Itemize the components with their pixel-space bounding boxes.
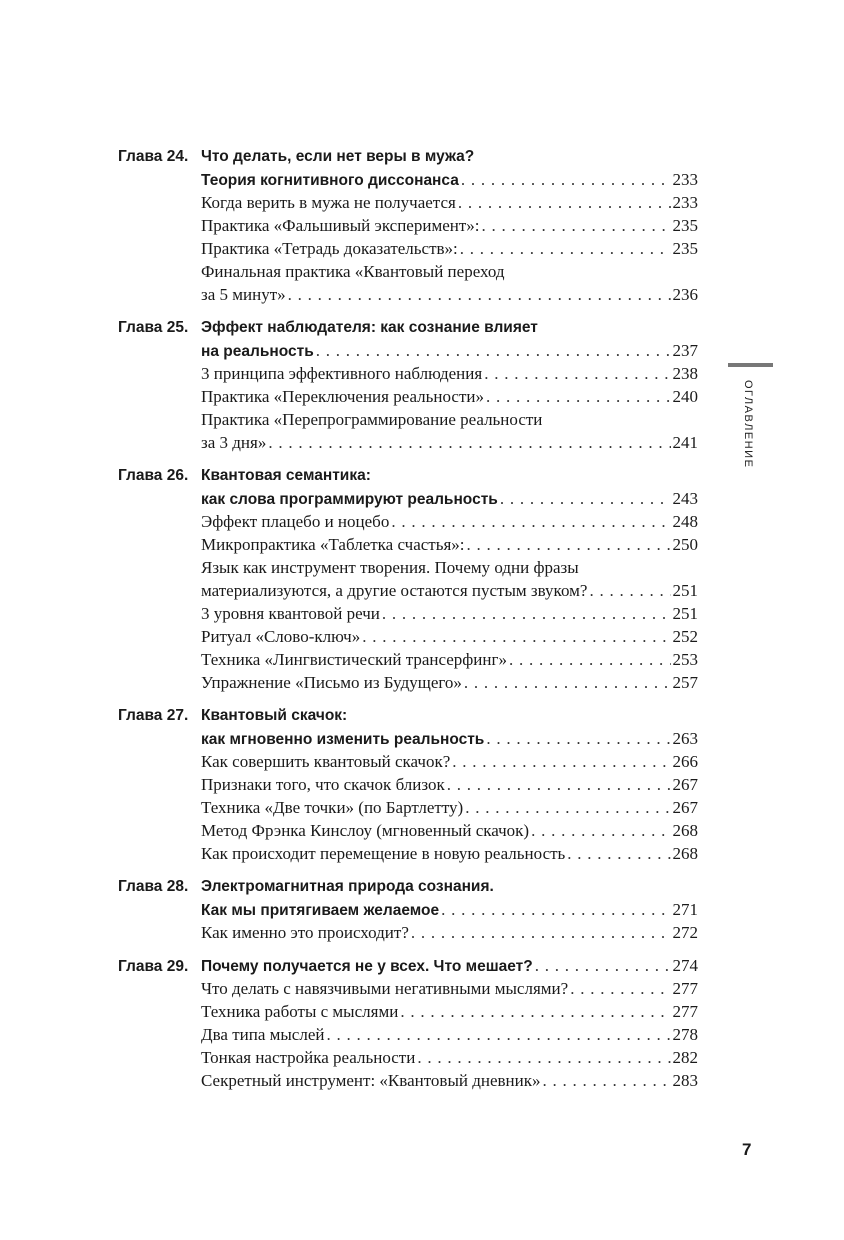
toc-entry[interactable] [118,431,698,454]
entry-page-number: 253 [672,650,698,669]
toc-entry[interactable] [118,921,698,944]
toc-entry[interactable] [118,168,698,191]
entry-title: Практика «Переключения реальности» [201,387,484,406]
dot-leader [400,1000,670,1023]
entry-title: Упражнение «Письмо из Будущего» [201,673,462,692]
toc-entry[interactable] [118,819,698,842]
dot-leader [467,533,671,556]
entry-page-number: 243 [672,489,698,508]
entry-title: Два типа мыслей [201,1025,325,1044]
entry-page-number: 266 [672,752,698,771]
dot-leader [464,671,671,694]
entry-page-number: 251 [672,581,698,600]
toc-entry[interactable] [118,533,698,556]
dot-leader [362,625,670,648]
chapter-label: Глава 26. [118,467,189,484]
toc-entry[interactable] [118,237,698,260]
toc-entry[interactable] [118,1023,698,1046]
toc-entry[interactable] [118,556,698,579]
toc-entry[interactable] [118,579,698,602]
dot-leader [509,648,671,671]
toc-entry[interactable] [118,704,698,727]
toc-entry[interactable] [118,145,698,168]
entry-page-number: 283 [672,1071,698,1090]
toc-entry[interactable] [118,648,698,671]
dot-leader [391,510,670,533]
entry-title: как мгновенно изменить реальность [201,731,485,748]
entry-page-number: 233 [672,193,698,212]
toc-entry[interactable] [118,671,698,694]
entry-title: за 5 минут» [201,285,286,304]
toc-entry[interactable] [118,773,698,796]
entry-page-number: 241 [672,433,698,452]
dot-leader [417,1046,670,1069]
chapter-label: Глава 28. [118,878,189,895]
entry-page-number: 282 [672,1048,698,1067]
entry-title: Эффект наблюдателя: как сознание влияет [201,319,538,336]
entry-page-number: 237 [672,341,698,360]
toc-entry[interactable] [118,283,698,306]
dot-leader [570,977,670,1000]
entry-page-number: 248 [672,512,698,531]
toc-entry[interactable] [118,875,698,898]
dot-leader [452,750,670,773]
entry-page-number: 251 [672,604,698,623]
dot-leader [486,385,671,408]
entry-page-number: 277 [672,979,698,998]
entry-title: Ритуал «Слово-ключ» [201,627,361,646]
entry-title: Электромагнитная природа сознания. [201,878,494,895]
chapter-block [118,954,698,1092]
section-tab-label: ОГЛАВЛЕНИЕ [742,380,754,469]
chapter-label: Глава 25. [118,319,189,336]
dot-leader [382,602,671,625]
toc-entry[interactable] [118,362,698,385]
section-tab-bar [728,363,773,367]
toc-entry[interactable] [118,796,698,819]
dot-leader [441,898,670,921]
chapter-block [118,875,698,944]
dot-leader [460,237,671,260]
entry-title: Как мы притягиваем желаемое [201,902,440,919]
dot-leader [465,796,670,819]
entry-title: Как происходит перемещение в новую реальность [201,844,566,863]
entry-page-number: 235 [672,239,698,258]
entry-title: Метод Фрэнка Кинслоу (мгновенный скачок) [201,821,530,840]
dot-leader [482,214,671,237]
toc-entry[interactable] [118,385,698,408]
entry-title: Квантовый скачок: [201,707,348,724]
entry-title: Что делать, если нет веры в мужа? [201,148,475,165]
entry-title: как слова программируют реальность [201,491,498,508]
dot-leader [411,921,671,944]
entry-title: Как именно это происходит? [201,923,409,942]
entry-page-number: 250 [672,535,698,554]
entry-title: Когда верить в мужа не получается [201,193,456,212]
toc-entry[interactable] [118,977,698,1000]
dot-leader [326,1023,670,1046]
dot-leader [500,487,671,510]
toc-entry[interactable] [118,408,698,431]
entry-title: Практика «Перепрограммирование реальности [201,410,543,429]
entry-title: 3 принципа эффективного наблюдения [201,364,483,383]
dot-leader [535,954,671,977]
dot-leader [484,362,670,385]
dot-leader [486,727,670,750]
toc-entry[interactable] [118,750,698,773]
toc-entry[interactable] [118,464,698,487]
entry-page-number: 252 [672,627,698,646]
toc-entry[interactable] [118,1046,698,1069]
toc-entry[interactable] [118,727,698,750]
entry-page-number: 272 [672,923,698,942]
entry-page-number: 240 [672,387,698,406]
table-of-contents [118,145,698,1102]
toc-entry[interactable] [118,191,698,214]
toc-entry[interactable] [118,316,698,339]
entry-title: Секретный инструмент: «Квантовый дневник» [201,1071,541,1090]
entry-page-number: 263 [672,729,698,748]
chapter-block [118,464,698,694]
toc-entry[interactable] [118,1000,698,1023]
chapter-block [118,704,698,865]
toc-entry[interactable] [118,602,698,625]
entry-title: Практика «Фальшивый эксперимент»: [201,216,480,235]
entry-page-number: 278 [672,1025,698,1044]
dot-leader [531,819,670,842]
toc-entry[interactable] [118,487,698,510]
entry-title: Как совершить квантовый скачок? [201,752,451,771]
entry-page-number: 267 [672,775,698,794]
toc-entry[interactable] [118,842,698,865]
entry-title: Финальная практика «Квантовый переход [201,262,505,281]
entry-title: Признаки того, что скачок близок [201,775,445,794]
entry-page-number: 277 [672,1002,698,1021]
entry-title: Техника работы с мыслями [201,1002,399,1021]
dot-leader [288,283,671,306]
toc-entry[interactable] [118,625,698,648]
entry-title: Практика «Тетрадь доказательств»: [201,239,458,258]
entry-title: Что делать с навязчивыми негативными мыслями? [201,979,569,998]
entry-title: Почему получается не у всех. Что мешает? [201,958,533,975]
toc-entry[interactable] [118,260,698,283]
dot-leader [268,431,670,454]
chapter-block [118,145,698,306]
entry-title: на реальность [201,343,314,360]
entry-title: Тонкая настройка реальности [201,1048,416,1067]
dot-leader [316,339,671,362]
entry-page-number: 238 [672,364,698,383]
entry-page-number: 268 [672,844,698,863]
entry-page-number: 274 [672,956,698,975]
entry-page-number: 235 [672,216,698,235]
toc-entry[interactable] [118,510,698,533]
entry-title: Техника «Лингвистический трансерфинг» [201,650,507,669]
entry-page-number: 268 [672,821,698,840]
toc-entry[interactable] [118,1069,698,1092]
dot-leader [447,773,671,796]
dot-leader [461,168,671,191]
dot-leader [567,842,670,865]
entry-page-number: 257 [672,673,698,692]
dot-leader [589,579,670,602]
entry-title: Техника «Две точки» (по Бартлетту) [201,798,464,817]
toc-entry[interactable] [118,954,698,977]
toc-entry[interactable] [118,339,698,362]
page-number: 7 [742,1140,752,1159]
chapter-label: Глава 24. [118,148,189,165]
entry-title: Квантовая семантика: [201,467,371,484]
dot-leader [458,191,671,214]
toc-entry[interactable] [118,214,698,237]
chapter-block [118,316,698,454]
entry-page-number: 236 [672,285,698,304]
toc-entry[interactable] [118,898,698,921]
entry-page-number: 233 [672,170,698,189]
entry-title: Теория когнитивного диссонанса [201,172,459,189]
entry-title: 3 уровня квантовой речи [201,604,380,623]
entry-title: Микропрактика «Таблетка счастья»: [201,535,465,554]
entry-page-number: 271 [672,900,698,919]
entry-title: Эффект плацебо и ноцебо [201,512,390,531]
entry-title: Язык как инструмент творения. Почему одни фразы [201,558,579,577]
dot-leader [543,1069,671,1092]
chapter-label: Глава 27. [118,707,189,724]
chapter-label: Глава 29. [118,958,189,975]
entry-page-number: 267 [672,798,698,817]
entry-title: материализуются, а другие остаются пустым звуком? [201,581,588,600]
entry-title: за 3 дня» [201,433,267,452]
